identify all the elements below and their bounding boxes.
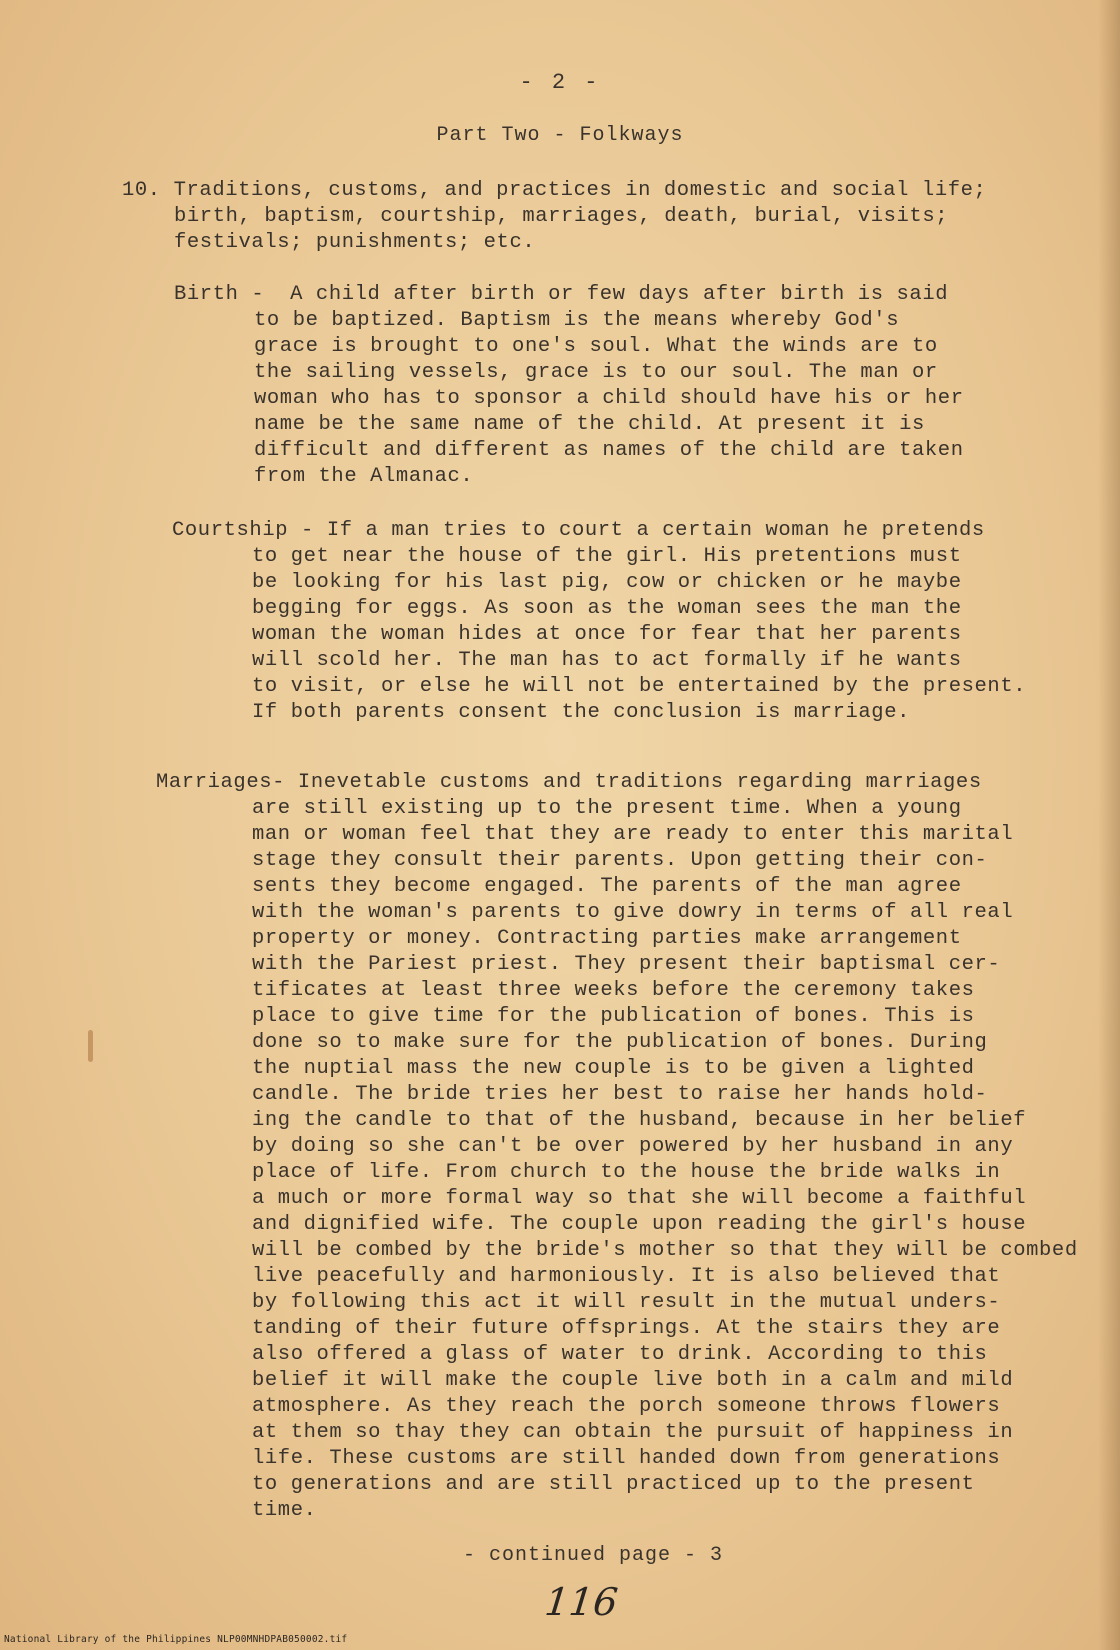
birth-paragraph bbox=[174, 282, 964, 490]
marriages-line: by doing so she can't be over powered by her husband in any bbox=[252, 1135, 1014, 1158]
courtship-first-line: Courtship - If a man tries to court a certain woman he pretends bbox=[172, 519, 985, 542]
stain-mark bbox=[88, 1030, 93, 1062]
item-10-line: festivals; punishments; etc. bbox=[174, 231, 536, 254]
marriages-line: candle. The bride tries her best to raise her hands hold- bbox=[252, 1083, 988, 1106]
marriages-line: place to give time for the publication of bones. This is bbox=[252, 1005, 975, 1028]
marriages-paragraph bbox=[156, 770, 1078, 1524]
courtship-line: will scold her. The man has to act formally if he wants bbox=[252, 649, 962, 672]
marriages-first-line: Marriages- Inevetable customs and traditions regarding marriages bbox=[156, 771, 982, 794]
marriages-line: will be combed by the bride's mother so that they will be combed bbox=[252, 1239, 1078, 1262]
continued-note: - continued page - 3 bbox=[463, 1544, 724, 1567]
birth-line: grace is brought to one's soul. What the winds are to bbox=[254, 335, 938, 358]
marriages-line: place of life. From church to the house the bride walks in bbox=[252, 1161, 1001, 1184]
marriages-line: man or woman feel that they are ready to enter this marital bbox=[252, 823, 1014, 846]
marriages-line: done so to make sure for the publication of bones. During bbox=[252, 1031, 988, 1054]
marriages-line: belief it will make the couple live both in a calm and mild bbox=[252, 1369, 1014, 1392]
marriages-line: live peacefully and harmoniously. It is also believed that bbox=[252, 1265, 1001, 1288]
page-number: - 2 - bbox=[519, 70, 601, 95]
marriages-line: with the woman's parents to give dowry in terms of all real bbox=[252, 901, 1014, 924]
birth-line: to be baptized. Baptism is the means whereby God's bbox=[254, 309, 900, 332]
item-10-first-line: 10. Traditions, customs, and practices in domestic and social life; bbox=[122, 179, 987, 202]
handwritten-page-number: 116 bbox=[542, 1580, 620, 1624]
item-10-line: birth, baptism, courtship, marriages, death, burial, visits; bbox=[174, 205, 949, 228]
marriages-line: a much or more formal way so that she will become a faithful bbox=[252, 1187, 1027, 1210]
courtship-line: to get near the house of the girl. His pretentions must bbox=[252, 545, 962, 568]
marriages-line: with the Pariest priest. They present their baptismal cer- bbox=[252, 953, 1001, 976]
courtship-line: to visit, or else he will not be entertained by the present. bbox=[252, 675, 1027, 698]
marriages-line: to generations and are still practiced up to the present bbox=[252, 1473, 975, 1496]
marriages-line: the nuptial mass the new couple is to be given a lighted bbox=[252, 1057, 975, 1080]
birth-line: name be the same name of the child. At present it is bbox=[254, 413, 925, 436]
birth-line: the sailing vessels, grace is to our soul. The man or bbox=[254, 361, 938, 384]
marriages-line: property or money. Contracting parties make arrangement bbox=[252, 927, 962, 950]
marriages-line: tanding of their future offsprings. At the stairs they are bbox=[252, 1317, 1001, 1340]
part-title: Part Two - Folkways bbox=[436, 124, 684, 147]
marriages-line: atmosphere. As they reach the porch someone throws flowers bbox=[252, 1395, 1001, 1418]
marriages-line: life. These customs are still handed down from generations bbox=[252, 1447, 1001, 1470]
marriages-line: by following this act it will result in the mutual unders- bbox=[252, 1291, 1001, 1314]
birth-first-line: Birth - A child after birth or few days after birth is said bbox=[174, 283, 949, 306]
birth-line: woman who has to sponsor a child should have his or her bbox=[254, 387, 964, 410]
marriages-line: time. bbox=[252, 1499, 317, 1522]
marriages-line: also offered a glass of water to drink. According to this bbox=[252, 1343, 988, 1366]
courtship-line: be looking for his last pig, cow or chicken or he maybe bbox=[252, 571, 962, 594]
marriages-line: sents they become engaged. The parents of the man agree bbox=[252, 875, 962, 898]
marriages-line: and dignified wife. The couple upon reading the girl's house bbox=[252, 1213, 1027, 1236]
marriages-line: ing the candle to that of the husband, because in her belief bbox=[252, 1109, 1027, 1132]
courtship-line: If both parents consent the conclusion is marriage. bbox=[252, 701, 911, 724]
marriages-line: stage they consult their parents. Upon getting their con- bbox=[252, 849, 988, 872]
courtship-paragraph bbox=[172, 518, 1026, 726]
marriages-line: tificates at least three weeks before the ceremony takes bbox=[252, 979, 975, 1002]
marriages-line: at them so thay they can obtain the pursuit of happiness in bbox=[252, 1421, 1014, 1444]
scan-credit: National Library of the Philippines NLP00MNHDPAB050002.tif bbox=[4, 1634, 348, 1645]
courtship-line: begging for eggs. As soon as the woman sees the man the bbox=[252, 597, 962, 620]
birth-line: difficult and different as names of the child are taken bbox=[254, 439, 964, 462]
marriages-line: are still existing up to the present time. When a young bbox=[252, 797, 962, 820]
item-10-question bbox=[122, 178, 986, 256]
birth-line: from the Almanac. bbox=[254, 465, 474, 488]
courtship-line: woman the woman hides at once for fear that her parents bbox=[252, 623, 962, 646]
